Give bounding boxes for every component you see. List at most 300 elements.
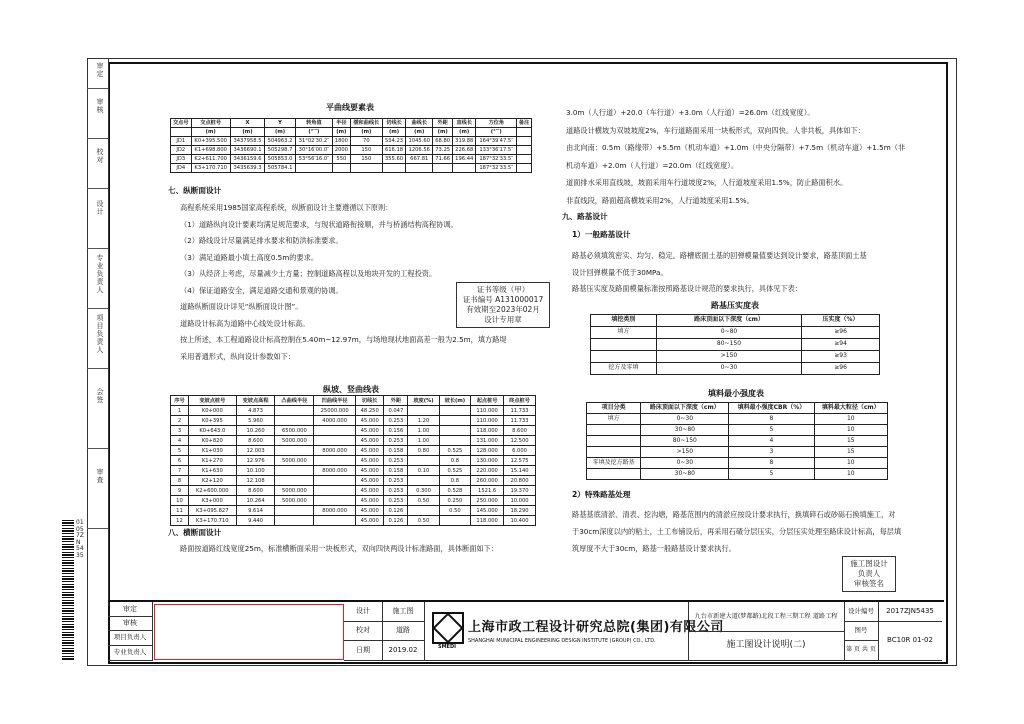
approval-strip-cell [87,248,108,309]
text-line: 3.0m（人行道）+20.0（车行道）+3.0m（人行道）=26.0m（红线宽度）。 [566,108,815,117]
table-cell: 0.158 [384,446,408,456]
text-line: 道路设计标高为道路中心线处设计标高。 [180,318,310,328]
tb-sign-label: 校对 [344,621,383,641]
table-cell: 1521.6 [471,486,504,496]
table-cell: 10.264 [236,496,275,506]
table-cell: 3437958.5 [230,137,264,146]
table-cell: 3 [729,447,814,458]
table-row [171,406,536,416]
table-cell: 150 [350,146,382,155]
table-row [591,327,880,339]
table-cell [439,436,471,446]
tb-role-label: 审核 [108,616,153,631]
table-cell: >150 [656,351,801,363]
table-cell [433,164,453,173]
table-cell: 196.44 [453,155,476,164]
table-cell: 45.000 [356,436,384,446]
table-row [171,466,536,476]
text-line: （4）保证道路安全，满足道路交通和景观的协调。 [180,285,343,295]
table-cell: 133°36′17.5″ [476,146,517,155]
table-cell: (°′″) [295,128,332,137]
table-cell: 3436159.6 [230,155,264,164]
stamp-line: 施工图设计 [850,559,888,568]
stamp-line: 证书编号 A131000017 [462,295,544,304]
table-cell [439,416,471,426]
table-cell: 319.88 [453,137,476,146]
table-cell: 8 [729,458,814,469]
table-cell: 曲线长 [406,119,433,128]
table-cell: 45.000 [356,456,384,466]
approval-strip-label: 审核 [96,98,104,114]
table-cell: 45.000 [356,466,384,476]
table-cell: 填方 [587,414,641,425]
table-cell: K2+120 [188,476,236,486]
table-cell [314,436,356,446]
table-cell: K0+395 [188,416,236,426]
table-row [171,456,536,466]
table-row [171,146,532,155]
table-cell: K0+000 [188,406,236,416]
table-cell: 零填及挖方路基 [587,458,641,469]
table-cell: 坡长(m) [439,396,471,406]
table-cell: 0.253 [384,476,408,486]
text-line: （2）路线设计尽量满足排水要求和防洪标准要求。 [180,236,343,245]
table-cell: 130.000 [471,456,504,466]
table-cell: 30°16′00.0″ [295,146,332,155]
table-cell [517,155,532,164]
table-row [171,446,536,456]
table-cell: K3+170.710 [191,164,230,173]
compaction-table [590,314,880,375]
table-cell: 2 [171,416,189,426]
table-cell: 1.00 [408,426,439,436]
table-cell: 0~30 [641,458,729,469]
table-cell: 10.000 [504,496,536,506]
tb-stage-value: 道路 [382,621,425,641]
table-row [171,164,532,173]
table-cell: 切线长 [356,396,384,406]
table-row [171,137,532,146]
table-cell [314,476,356,486]
text-line: 路基压实度及路面模量标准按照路基设计规范的要求执行，具体见下表： [572,284,803,293]
table-row [587,458,888,469]
approval-strip-cell [87,58,108,89]
table-cell [408,476,439,486]
table-cell: 0.126 [384,506,408,516]
table-row [171,486,536,496]
table-cell [587,436,641,447]
tb-right-label: 第 页 共 页 [844,640,879,661]
redacted-signature-area [154,604,344,660]
table-cell: 0.250 [439,496,471,506]
table-cell: 5 [729,469,814,480]
stamp-line: 设计专用章 [484,315,522,324]
table-cell: 0.253 [384,436,408,446]
drawing-name: 施工图设计说明(二) [688,631,845,661]
table-cell: 备注 [517,119,532,128]
table-row [171,119,532,128]
table-header-row [591,315,880,327]
approval-strip-cell [87,448,108,529]
table-cell: ≥96 [802,363,880,375]
table-cell: 110.000 [471,406,504,416]
table-cell: 48.250 [356,406,384,416]
table-row [171,155,532,164]
table-cell: 12.575 [504,456,536,466]
table-cell: >150 [641,447,729,458]
tb-sign-label: 设计 [344,602,383,622]
table-cell: X [230,119,264,128]
table-cell: K3+170.710 [188,516,236,526]
table-cell [587,469,641,480]
table-cell: 80~150 [656,339,801,351]
table-cell: (m) [332,128,350,137]
approval-strip-label: 设计 [96,200,104,216]
table-cell: 切线长 [382,119,405,128]
barcode-image [62,520,74,660]
table-cell: 164°39′47.5″ [476,137,517,146]
table-cell: K0+395.500 [191,137,230,146]
table-header-cell: 路床顶面以下深度（cm） [641,403,729,414]
table-cell: 550 [332,155,350,164]
table-cell: 667.81 [406,155,433,164]
table-cell: 4 [171,436,189,446]
approval-strip-cell [87,138,108,189]
table-cell: 25000.000 [314,406,356,416]
table-cell: (m) [453,128,476,137]
table-cell: 68.80 [433,137,453,146]
table-row [171,496,536,506]
table-cell: 序号 [171,396,189,406]
stamp-line: 负责人 [857,569,881,578]
section9-heading: 九、路基设计 [562,212,608,221]
approval-strip-cell [87,88,108,139]
table-cell: K3+095.827 [188,506,236,516]
approval-strip-label: 会签 [96,388,104,404]
table-cell: 12.003 [236,446,275,456]
table-cell: 18.290 [504,506,536,516]
table-cell: 150 [350,155,382,164]
table-cell: 505298.7 [265,146,296,155]
table-cell: 0.253 [384,486,408,496]
text-line: （3）从经济上考虑，尽量减少土方量；控制道路高程以及地块开发的工程投资。 [180,269,437,278]
table-cell: 6 [171,456,189,466]
table-row [171,516,536,526]
design-number: 2017ZJN5435 [878,602,942,622]
table-cell: 10.260 [236,426,275,436]
table-cell: 118.000 [471,516,504,526]
table-header-cell: 填料最小强度CBR（%） [729,403,814,414]
table-cell [314,516,356,526]
table-cell: JD2 [171,146,192,155]
table-cell: K0+820 [188,436,236,446]
table-cell: 250.000 [471,496,504,506]
table-cell [314,426,356,436]
table-cell [587,425,641,436]
table-cell: 6.000 [504,446,536,456]
text-line: （3）满足道路最小填土高度0.5m的要求。 [180,252,319,262]
table-cell: 10 [814,458,887,469]
signature-stamp [842,556,896,592]
approval-strip-label: 审定 [96,62,104,78]
table-cell: 12.976 [236,456,275,466]
table-cell [406,164,433,173]
table-cell: 220.000 [471,466,504,476]
table-cell: 交点桩号 [191,119,230,128]
table-cell [439,516,471,526]
project-name: 九台市新建大道(梦都路)北段工程三期工程 道路工程 [688,602,845,632]
table-cell: 11.733 [504,406,536,416]
text-line: 机动车道）+2.0m（人行道）=20.0m（红线宽度）。 [566,160,739,170]
qualification-stamp [456,282,550,328]
table-cell [314,486,356,496]
table-cell: 0.80 [408,446,439,456]
table-cell [275,446,314,456]
text-line: 由北向南：0.5m（路缘带）+5.5m（机动车道）+1.0m（中央分隔带）+7.5m（机动车道）+1.5m（非 [566,143,906,152]
table-cell [275,406,314,416]
approval-strip-cell [87,368,108,449]
approval-strip-label: 校对 [96,148,104,164]
table-cell: 5.960 [236,416,275,426]
table-cell: 9.614 [236,506,275,516]
table-cell: (m) [406,128,433,137]
table-cell: (m) [433,128,453,137]
table-cell: 半径 [332,119,350,128]
table-cell: 8.600 [504,426,536,436]
table-cell: 4 [729,436,814,447]
approval-strip-cell [87,308,108,369]
table-cell: K1+030 [188,446,236,456]
text-line: 筑厚度不大于30cm，路基一般路基设计要求执行。 [572,544,736,553]
text-line: 于30cm深度以内的粘土，土工布铺设后，再采用石碴分层压实，分层压实处理至路床设计标高，每层填 [572,527,902,536]
text-line: 路基必须填筑密实、均匀、稳定。路槽底面土基的回弹模量值要达到设计要求，路基顶面土基 [572,251,867,260]
table-cell: 45.000 [356,426,384,436]
table-row [171,416,536,426]
table-cell: ≥94 [802,339,880,351]
table-cell: 5000.000 [275,496,314,506]
table-cell: 0.50 [408,516,439,526]
table-cell: 1.20 [408,416,439,426]
table-cell [517,164,532,173]
table-cell [587,447,641,458]
table-cell: 12 [171,516,189,526]
table-cell: K1+630 [188,466,236,476]
cross-section-text [566,104,936,209]
table-cell: (m) [191,128,230,137]
table-cell: 31°02′30.2″ [295,137,332,146]
table-cell: 0.047 [384,406,408,416]
table-cell: 0~80 [656,327,801,339]
logo-text: SMEDI [437,644,456,650]
table-cell: 110.000 [471,416,504,426]
table-cell: 20.800 [504,476,536,486]
table-row [171,476,536,486]
table-cell [453,164,476,173]
table-cell: 226.68 [453,146,476,155]
table-cell: 缓和曲线长 [350,119,382,128]
table-row [591,339,880,351]
table-cell: ≥96 [802,327,880,339]
table-cell: 504963.2 [265,137,296,146]
table-cell: 10 [814,425,887,436]
table-cell: 45.000 [356,446,384,456]
table-cell: 187°32′33.5″ [476,164,517,173]
text-line: 非直线段，路面超高横坡采用2%，人行道坡度采用1.5%。 [566,195,754,205]
table-cell: K1+698.800 [191,146,230,155]
table-cell: 0.8 [439,456,471,466]
table-header-cell: 填挖类别 [591,315,657,327]
table-cell: 70 [350,137,382,146]
table-row [171,396,536,406]
table-cell: 10 [171,496,189,506]
text-line: 按上所述，本工程道路设计标高控制在5.40m~12.97m，与场地现状地面高差一般为2.5m，填方路堤 [180,335,507,344]
table-cell: 53°56′16.0″ [295,155,332,164]
tb-sign-label: 日期 [344,640,383,661]
vertical-curve-table [170,395,536,526]
table-cell: 1 [171,406,189,416]
table-cell: 45.000 [356,416,384,426]
approval-strip-label: 项目负责人 [96,314,104,354]
table-cell: (m) [230,128,264,137]
general-subgrade-heading: 1）一般路基设计 [572,230,631,239]
table-cell: 3435639.3 [230,164,264,173]
table-row [591,351,880,363]
compaction-table-title: 路基压实度表 [711,301,759,310]
plane-table-title: 平曲线要素表 [326,103,374,112]
approval-strip-label: 审查 [96,468,104,484]
table-cell: 80~150 [641,436,729,447]
table-cell: 8000.000 [314,506,356,516]
table-cell: 0~30 [641,414,729,425]
table-cell [439,406,471,416]
strength-table [586,402,888,480]
table-cell [275,466,314,476]
table-cell: K2+600.000 [188,486,236,496]
text-line: 道路纵断面设计详见“纵断面设计图”。 [180,302,303,311]
table-row [171,506,536,516]
table-cell: 0.525 [439,446,471,456]
table-cell: 12.108 [236,476,275,486]
table-cell: 15 [814,436,887,447]
table-cell: 45.000 [356,496,384,506]
table-cell: 0.525 [439,466,471,476]
table-cell [295,164,332,173]
table-cell [382,164,405,173]
table-cell [350,164,382,173]
table-cell: 1.00 [408,436,439,446]
table-header-cell: 压实度（%） [802,315,880,327]
table-cell: 变坡点桩号 [188,396,236,406]
table-cell: 转角值 [295,119,332,128]
tb-stage-label: 施工图 [382,602,425,622]
table-cell: K1+270 [188,456,236,466]
table-cell: 145.000 [471,506,504,516]
tb-role-label: 专业负责人 [108,645,153,661]
company-name-cn: 上海市政工程设计研究总院(集团)有限公司 [468,620,724,635]
table-cell: 45.000 [356,476,384,486]
table-cell: 45.000 [356,486,384,496]
table-cell: 5 [171,446,189,456]
tb-role-label: 审定 [108,602,153,617]
table-cell: (m) [265,128,296,137]
table-cell: 131.000 [471,436,504,446]
table-cell [275,476,314,486]
table-cell: 0.253 [384,496,408,506]
table-cell: 挖方及零填 [591,363,657,375]
text-line: 高程系统采用1985国家高程系统，纵断面设计主要遵循以下原则： [180,203,393,212]
table-cell: 填方 [591,327,657,339]
table-cell: 187°32′33.5″ [476,155,517,164]
table-cell [275,506,314,516]
table-cell: 30~80 [641,425,729,436]
table-cell: 0.253 [384,456,408,466]
company-name-en: SHANGHAI MUNICIPAL ENGINEERING DESIGN INSTITUTE (GROUP) CO., LTD. [468,638,656,644]
table-cell [275,416,314,426]
table-cell: 8.600 [236,486,275,496]
table-row [171,436,536,446]
stamp-line: 有效期至2023年02月 [466,305,540,314]
table-cell: 变坡点高程 [236,396,275,406]
table-cell: 1045.60 [406,137,433,146]
table-cell [408,406,439,416]
text-line: （1）道路纵向设计要素均满足规范要求，与现状道路衔接顺，并与桥涵结构高程协调。 [180,219,458,229]
table-cell: 终点桩号 [504,396,536,406]
table-cell: 71.66 [433,155,453,164]
table-cell: 1206.56 [406,146,433,155]
table-cell: 7 [171,466,189,476]
table-cell: 10.100 [236,466,275,476]
table-cell: 73.25 [433,146,453,155]
table-cell [332,164,350,173]
table-cell: 45.000 [356,506,384,516]
table-row [587,469,888,480]
table-cell: 10.400 [504,516,536,526]
table-cell: 方位角 [476,119,517,128]
table-cell: 8000.000 [314,446,356,456]
section8-heading: 八、横断面设计 [168,528,222,537]
table-cell: 260.000 [471,476,504,486]
table-cell: 9.440 [236,516,275,526]
table-cell: 0.8 [439,476,471,486]
table-cell: 外距 [384,396,408,406]
table-cell: 616.18 [382,146,405,155]
text-line: 设计回弹模量不低于30MPa。 [572,267,668,277]
table-cell: (m) [382,128,405,137]
table-cell [439,426,471,436]
table-cell [171,128,192,137]
table-cell: 4.873 [236,406,275,416]
table-cell: 凹曲线半径 [314,396,356,406]
table-cell: 0.158 [384,466,408,476]
table-cell: 0.50 [439,506,471,516]
table-cell: 128.000 [471,446,504,456]
table-cell [517,137,532,146]
logo-diamond [432,612,463,643]
stamp-line: 审核签名 [854,579,884,588]
table-cell: 505784.1 [265,164,296,173]
table-cell: Y [265,119,296,128]
table-cell: 凸曲线半径 [275,396,314,406]
table-cell: 5000.000 [275,436,314,446]
table-cell [517,128,532,137]
table-cell: 0.253 [384,416,408,426]
table-cell [517,146,532,155]
section8-line: 路面按道路红线宽度25m，标准横断面采用一块板形式，双向四快两设计标准路面，具体断面如下： [180,544,499,553]
stamp-line: 证书等级（甲） [476,285,530,294]
table-cell [408,506,439,516]
general-subgrade-text [572,248,938,298]
table-cell [275,516,314,526]
